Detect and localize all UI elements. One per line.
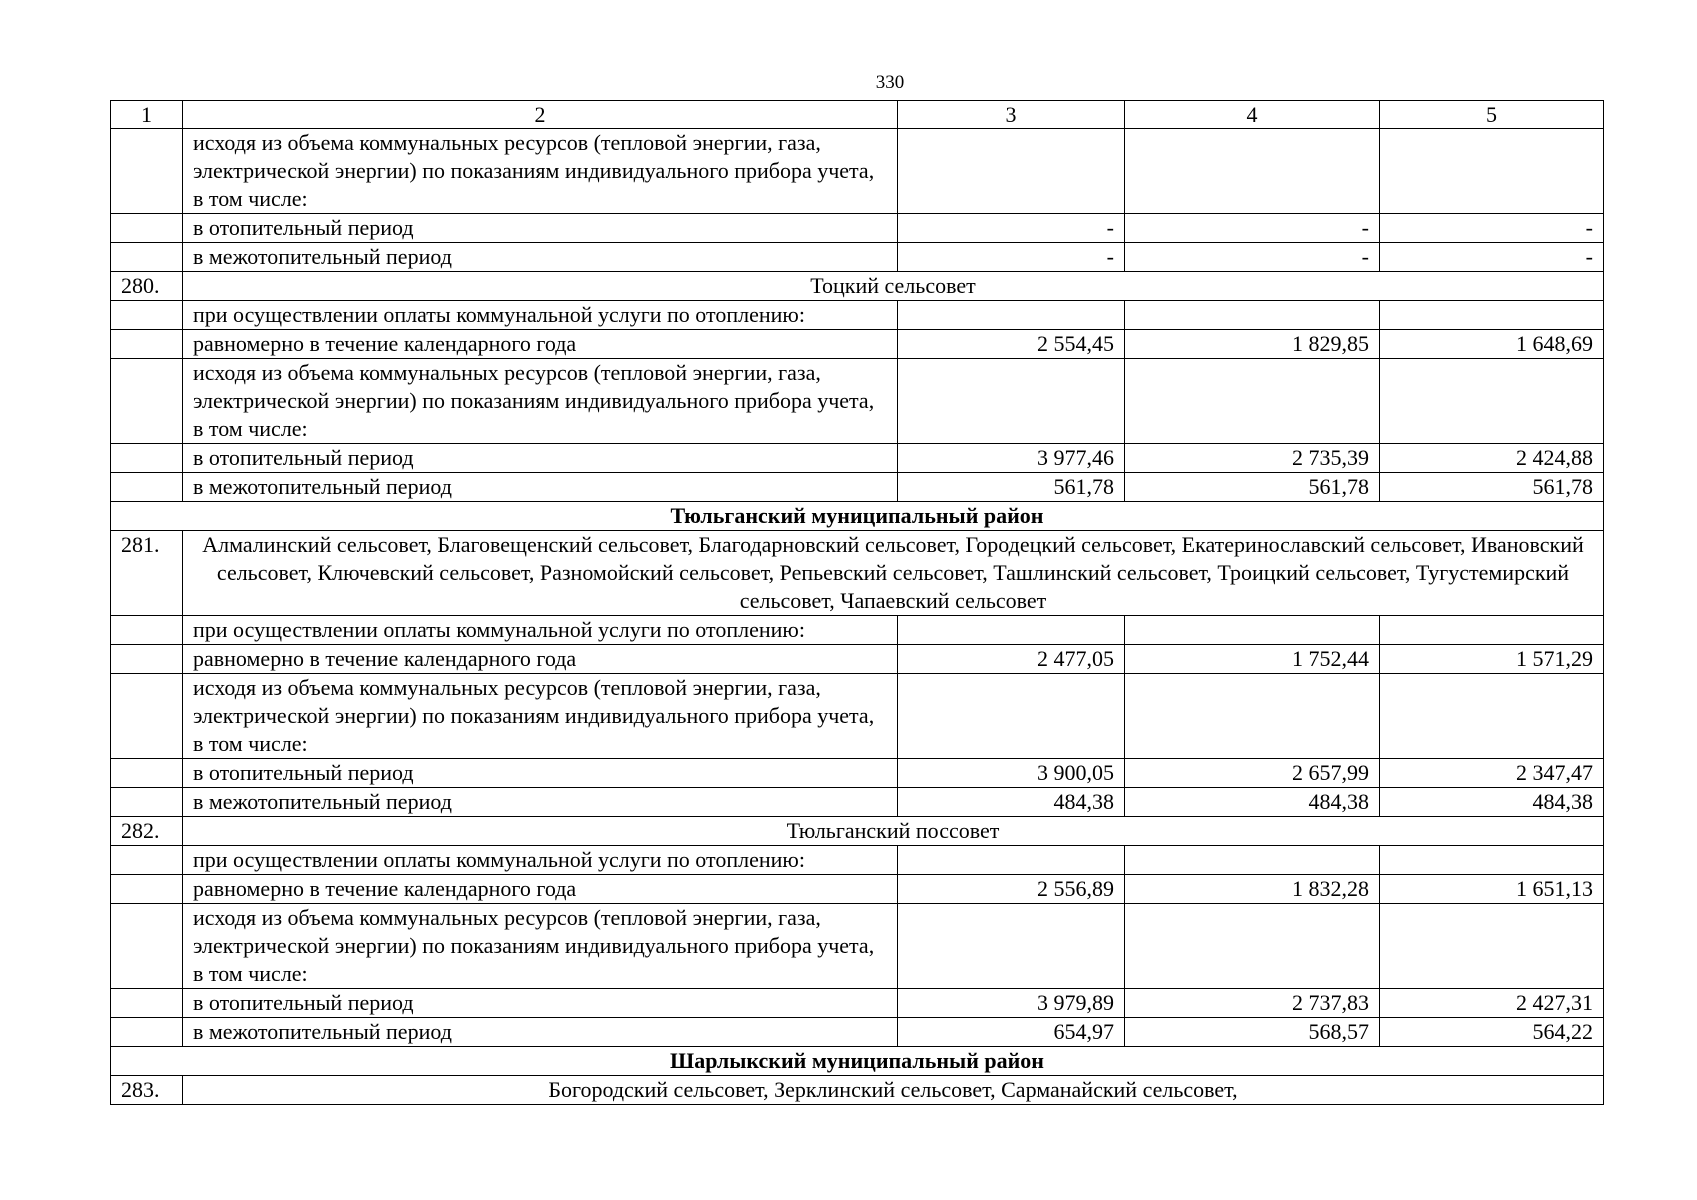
table-row: [111, 359, 1604, 444]
value-col-4: 2 737,83: [1125, 989, 1380, 1018]
table-row: [111, 788, 1604, 817]
row-label: равномерно в течение календарного года: [183, 645, 898, 674]
table-row: [111, 444, 1604, 473]
value-col-5: 2 424,88: [1380, 444, 1604, 473]
value-col-5: 1 571,29: [1380, 645, 1604, 674]
value-col-3: 484,38: [898, 788, 1125, 817]
value-col-5: [1380, 616, 1604, 645]
row-number: [111, 301, 183, 330]
value-col-4: [1125, 616, 1380, 645]
row-label: в отопительный период: [183, 759, 898, 788]
table-row: [111, 846, 1604, 875]
table-row: [111, 904, 1604, 989]
district-row: [111, 1047, 1604, 1076]
district-row: [111, 502, 1604, 531]
row-number: [111, 645, 183, 674]
value-col-4: 484,38: [1125, 788, 1380, 817]
value-col-3: [898, 129, 1125, 214]
row-number: [111, 243, 183, 272]
row-label: в межотопительный период: [183, 788, 898, 817]
value-col-5: 564,22: [1380, 1018, 1604, 1047]
row-number: [111, 875, 183, 904]
value-col-4: -: [1125, 243, 1380, 272]
row-label: исходя из объема коммунальных ресурсов (тепловой энергии, газа, электрической энергии) по показаниям индивидуального прибора учета, в том числе:: [183, 674, 898, 759]
value-col-5: [1380, 359, 1604, 444]
value-col-3: [898, 359, 1125, 444]
row-number: [111, 330, 183, 359]
value-col-4: [1125, 904, 1380, 989]
row-number: [111, 616, 183, 645]
district-name: Тюльганский муниципальный район: [111, 502, 1604, 531]
row-label: исходя из объема коммунальных ресурсов (тепловой энергии, газа, электрической энергии) по показаниям индивидуального прибора учета, в том числе:: [183, 359, 898, 444]
row-number: 281.: [111, 531, 183, 616]
table-row: [111, 674, 1604, 759]
header-cell-3: 3: [898, 101, 1125, 129]
settlement-row: [111, 817, 1604, 846]
value-col-3: 3 979,89: [898, 989, 1125, 1018]
settlement-name: Тюльганский поссовет: [183, 817, 1604, 846]
row-label: при осуществлении оплаты коммунальной услуги по отоплению:: [183, 846, 898, 875]
row-label: при осуществлении оплаты коммунальной услуги по отоплению:: [183, 616, 898, 645]
value-col-5: 484,38: [1380, 788, 1604, 817]
row-number: [111, 214, 183, 243]
row-label: в межотопительный период: [183, 473, 898, 502]
table-row: [111, 759, 1604, 788]
row-number: [111, 846, 183, 875]
settlement-name: Алмалинский сельсовет, Благовещенский сельсовет, Благодарновский сельсовет, Городецкий сельсовет, Екатеринославский сельсовет, Ивановский сельсовет, Ключевский сельсовет, Разномойский сельсовет, Репьевский сельсовет, Ташлинский сельсовет, Троицкий сельсовет, Тугустемирский сельсовет, Чапаевский сельсовет: [183, 531, 1604, 616]
value-col-4: 1 829,85: [1125, 330, 1380, 359]
value-col-3: 2 556,89: [898, 875, 1125, 904]
value-col-3: [898, 904, 1125, 989]
header-cell-1: 1: [111, 101, 183, 129]
page-number: 330: [875, 72, 905, 93]
row-number: 282.: [111, 817, 183, 846]
value-col-5: 2 427,31: [1380, 989, 1604, 1018]
settlement-row: [111, 1076, 1604, 1105]
value-col-3: 2 554,45: [898, 330, 1125, 359]
value-col-5: 561,78: [1380, 473, 1604, 502]
row-number: 283.: [111, 1076, 183, 1105]
table-row: [111, 473, 1604, 502]
value-col-5: 2 347,47: [1380, 759, 1604, 788]
table-row: [111, 616, 1604, 645]
table-row: [111, 129, 1604, 214]
table-row: [111, 243, 1604, 272]
value-col-4: [1125, 129, 1380, 214]
header-cell-4: 4: [1125, 101, 1380, 129]
row-number: [111, 473, 183, 502]
header-cell-5: 5: [1380, 101, 1604, 129]
row-label: равномерно в течение календарного года: [183, 330, 898, 359]
settlement-row: [111, 272, 1604, 301]
table-row: [111, 330, 1604, 359]
value-col-4: 561,78: [1125, 473, 1380, 502]
row-label: в межотопительный период: [183, 1018, 898, 1047]
value-col-3: [898, 616, 1125, 645]
table-row: [111, 875, 1604, 904]
row-number: [111, 759, 183, 788]
value-col-5: 1 648,69: [1380, 330, 1604, 359]
value-col-5: [1380, 904, 1604, 989]
table-row: [111, 989, 1604, 1018]
value-col-5: [1380, 674, 1604, 759]
row-label: равномерно в течение календарного года: [183, 875, 898, 904]
value-col-3: [898, 846, 1125, 875]
row-label: исходя из объема коммунальных ресурсов (тепловой энергии, газа, электрической энергии) по показаниям индивидуального прибора учета, в том числе:: [183, 904, 898, 989]
value-col-3: [898, 674, 1125, 759]
table-row: [111, 645, 1604, 674]
row-number: 280.: [111, 272, 183, 301]
row-number: [111, 904, 183, 989]
value-col-5: -: [1380, 243, 1604, 272]
tariff-table: [110, 100, 1604, 1105]
value-col-4: 568,57: [1125, 1018, 1380, 1047]
value-col-4: 2 657,99: [1125, 759, 1380, 788]
header-row: [111, 101, 1604, 129]
value-col-5: [1380, 129, 1604, 214]
row-number: [111, 788, 183, 817]
value-col-3: 561,78: [898, 473, 1125, 502]
row-label: в межотопительный период: [183, 243, 898, 272]
row-number: [111, 674, 183, 759]
header-cell-2: 2: [183, 101, 898, 129]
row-number: [111, 444, 183, 473]
row-label: при осуществлении оплаты коммунальной услуги по отоплению:: [183, 301, 898, 330]
value-col-4: 1 752,44: [1125, 645, 1380, 674]
value-col-3: 2 477,05: [898, 645, 1125, 674]
table-body: [111, 101, 1604, 1105]
value-col-4: [1125, 674, 1380, 759]
value-col-5: [1380, 301, 1604, 330]
row-label: исходя из объема коммунальных ресурсов (тепловой энергии, газа, электрической энергии) по показаниям индивидуального прибора учета, в том числе:: [183, 129, 898, 214]
row-label: в отопительный период: [183, 444, 898, 473]
value-col-4: [1125, 846, 1380, 875]
value-col-3: 654,97: [898, 1018, 1125, 1047]
value-col-5: 1 651,13: [1380, 875, 1604, 904]
value-col-3: [898, 301, 1125, 330]
value-col-5: -: [1380, 214, 1604, 243]
value-col-3: 3 900,05: [898, 759, 1125, 788]
value-col-3: -: [898, 214, 1125, 243]
row-number: [111, 989, 183, 1018]
row-number: [111, 1018, 183, 1047]
settlement-name: Богородский сельсовет, Зерклинский сельсовет, Сарманайский сельсовет,: [183, 1076, 1604, 1105]
table-row: [111, 1018, 1604, 1047]
value-col-4: 1 832,28: [1125, 875, 1380, 904]
row-number: [111, 359, 183, 444]
row-label: в отопительный период: [183, 989, 898, 1018]
district-name: Шарлыкский муниципальный район: [111, 1047, 1604, 1076]
row-label: в отопительный период: [183, 214, 898, 243]
value-col-4: -: [1125, 214, 1380, 243]
value-col-4: [1125, 301, 1380, 330]
value-col-3: -: [898, 243, 1125, 272]
table-row: [111, 214, 1604, 243]
settlement-row: [111, 531, 1604, 616]
value-col-3: 3 977,46: [898, 444, 1125, 473]
value-col-5: [1380, 846, 1604, 875]
settlement-name: Тоцкий сельсовет: [183, 272, 1604, 301]
row-number: [111, 129, 183, 214]
value-col-4: 2 735,39: [1125, 444, 1380, 473]
table-row: [111, 301, 1604, 330]
value-col-4: [1125, 359, 1380, 444]
